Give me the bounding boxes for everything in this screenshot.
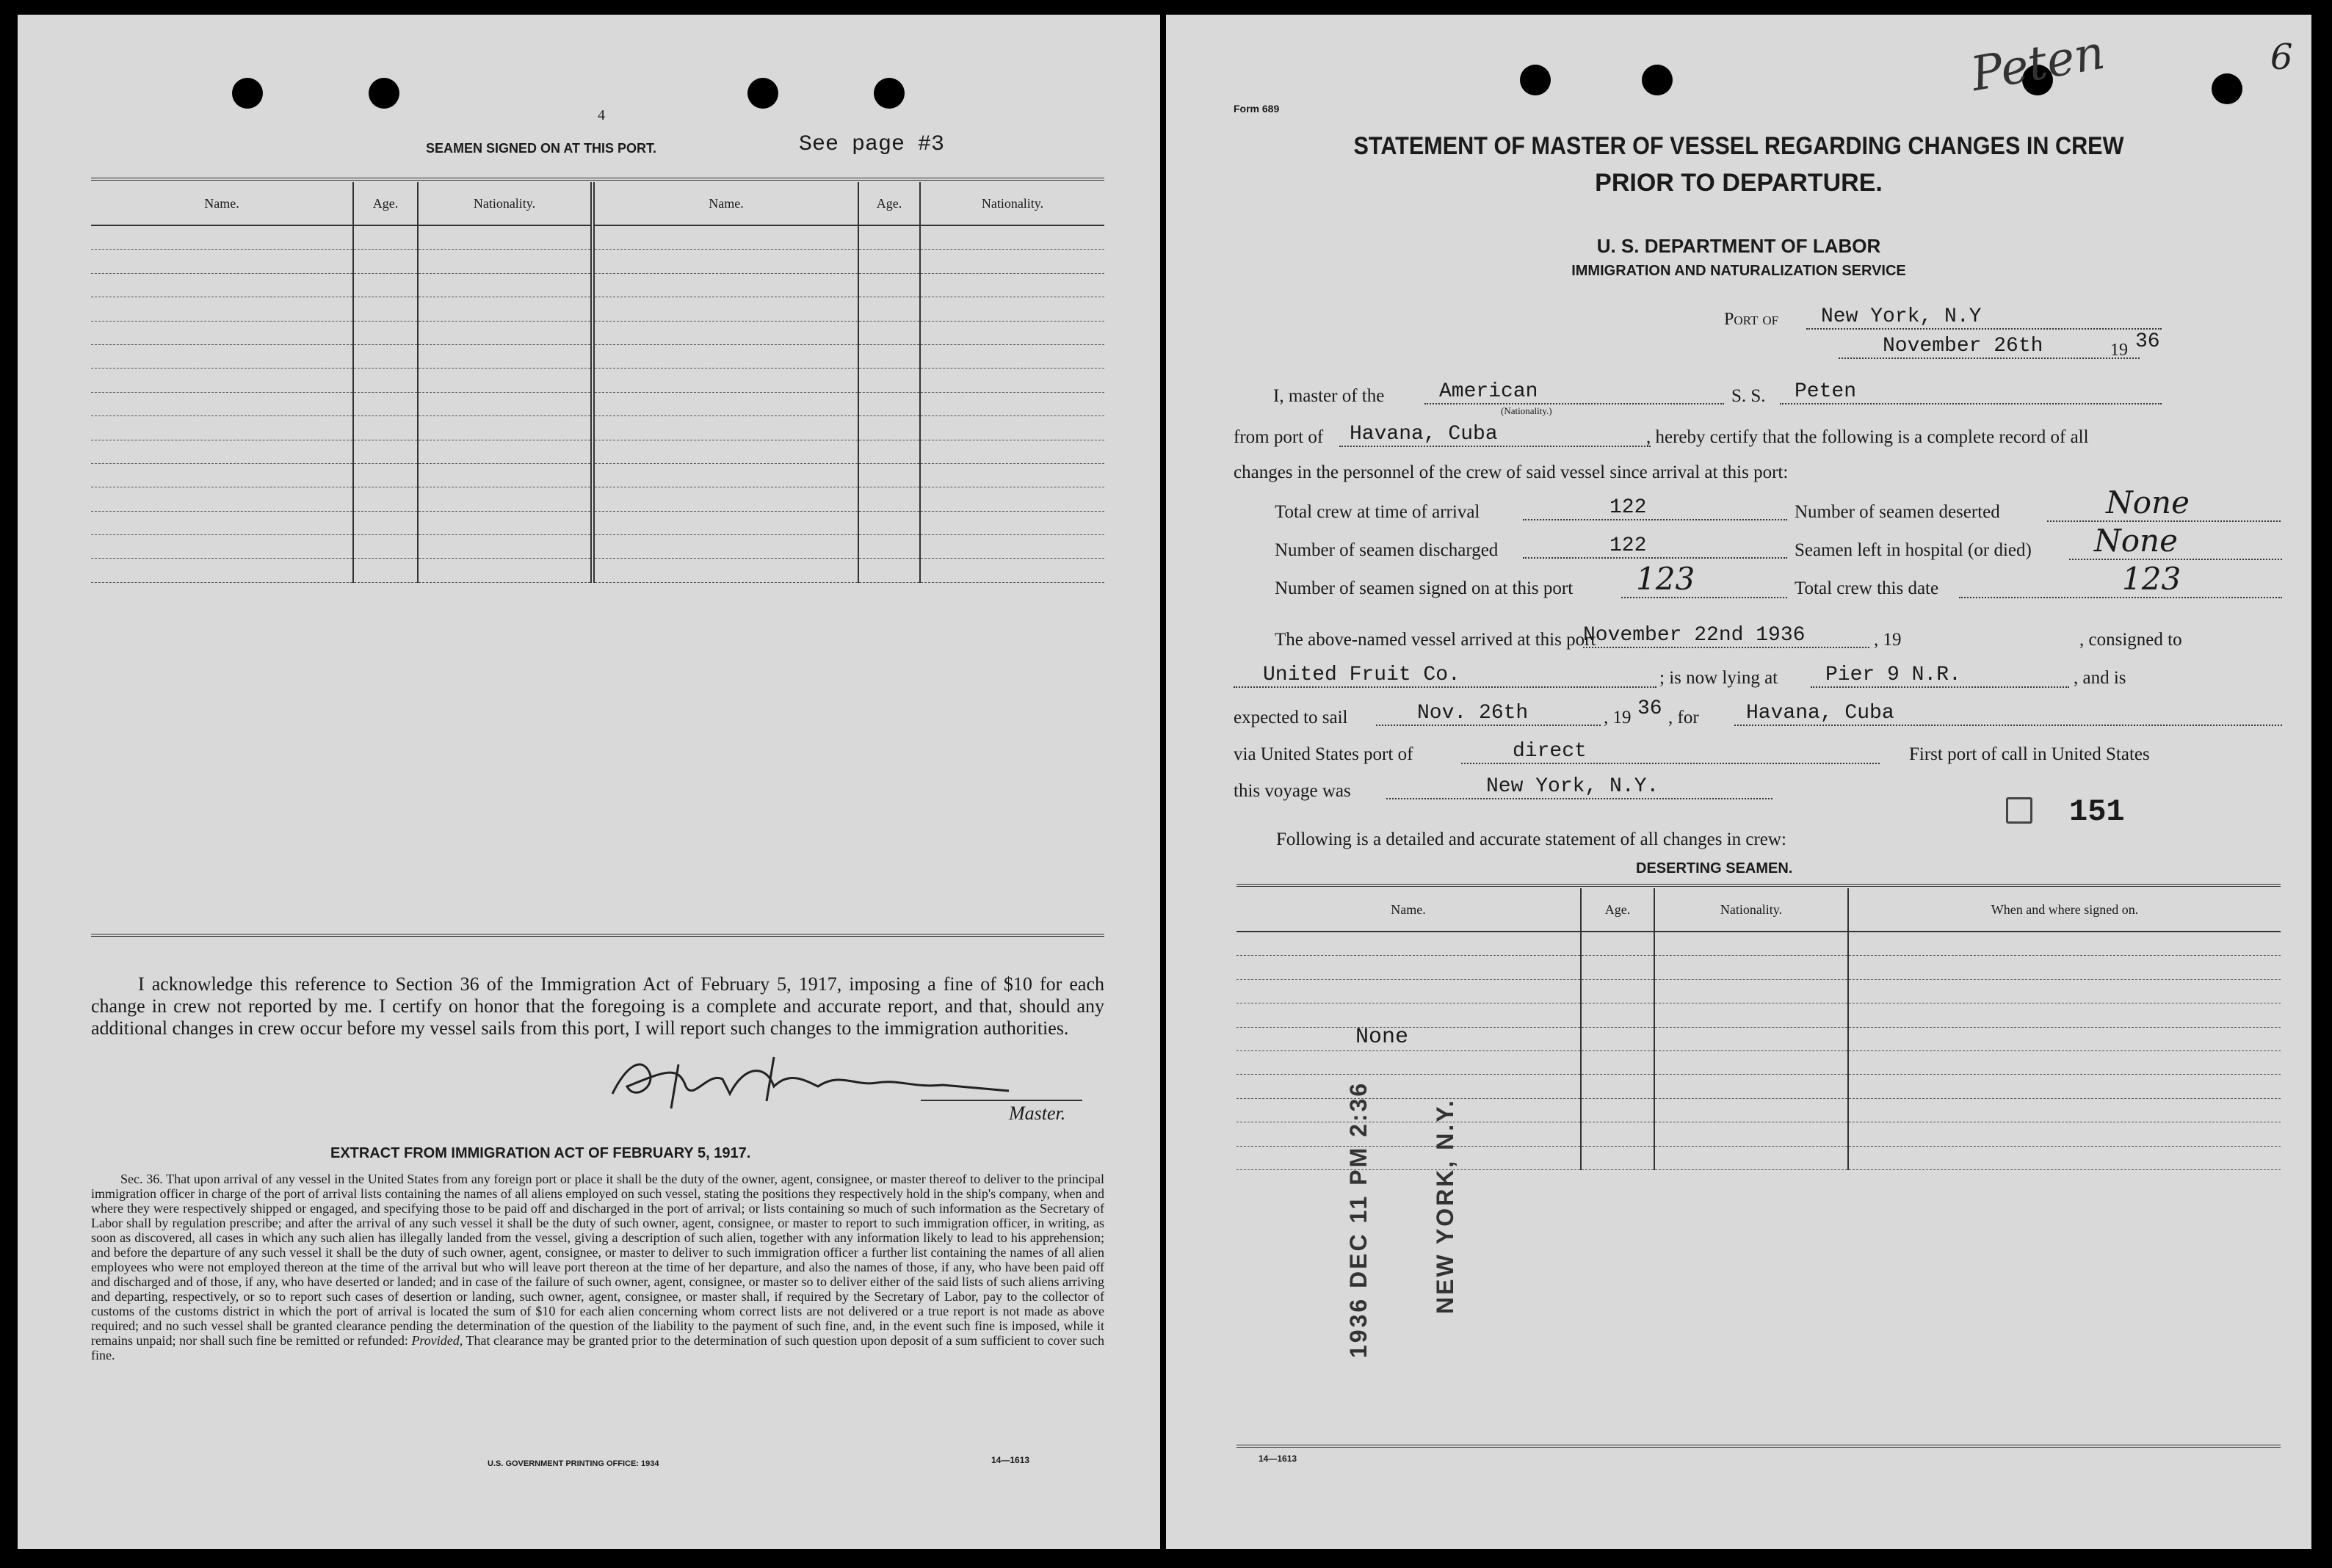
table-cell <box>353 463 418 487</box>
table-cell <box>858 344 920 368</box>
following-text: Following is a detailed and accurate statement of all changes in crew: <box>1276 830 1786 849</box>
table-cell <box>593 463 858 487</box>
table-cell <box>418 321 593 344</box>
col-age: Age. <box>353 182 418 225</box>
form-code: 14—1613 <box>1259 1453 1297 1464</box>
form-title-line1: STATEMENT OF MASTER OF VESSEL REGARDING CHANGES IN CREW <box>1353 132 2124 160</box>
acknowledgement-text: I acknowledge this reference to Section 36 of the Immigration Act of February 5, 1917, imposing a fine of $10 for each change in crew not reported by me. I certify on honor that the foregoing is a complete and accurate report, and that, should any additional changes in crew occur before my vessel sails from this port, I will report such changes to the immigration authorities. <box>91 973 1104 1039</box>
table-cell <box>353 297 418 321</box>
voyage-value: New York, N.Y. <box>1386 775 1772 799</box>
table-cell <box>1654 1027 1848 1050</box>
service: IMMIGRATION AND NATURALIZATION SERVICE <box>1571 263 1906 279</box>
table-cell <box>593 369 858 392</box>
table-cell <box>1848 1075 2281 1098</box>
table-cell <box>593 273 858 297</box>
table-cell <box>418 559 593 582</box>
total-crew-date-value: 123 <box>1959 561 2282 598</box>
table-cell <box>1581 1003 1654 1027</box>
col-age: Age. <box>1581 888 1654 932</box>
page-number: 4 <box>598 107 605 123</box>
table-cell <box>593 250 858 273</box>
table-cell <box>858 369 920 392</box>
table-cell <box>1236 1027 1581 1050</box>
table-cell <box>1654 1050 1848 1074</box>
table-cell <box>1654 1146 1848 1169</box>
table-cell <box>91 369 353 392</box>
table-cell <box>920 463 1104 487</box>
table-cell <box>1236 932 1581 956</box>
table-cell <box>353 440 418 463</box>
table-row <box>1236 932 2281 956</box>
table-cell <box>418 511 593 534</box>
table-cell <box>858 440 920 463</box>
form-title-line2: PRIOR TO DEPARTURE. <box>1595 169 1883 197</box>
table-cell <box>353 344 418 368</box>
table-cell <box>920 273 1104 297</box>
table-cell <box>91 511 353 534</box>
date-prefix: 19 <box>2110 341 2128 360</box>
master-prefix: I, master of the <box>1273 386 1385 406</box>
file-number: 151 <box>2069 794 2125 830</box>
table-cell <box>920 559 1104 582</box>
ss-label: S. S. <box>1731 386 1766 406</box>
punch-hole <box>2212 73 2242 104</box>
table-row <box>91 535 1104 559</box>
table-cell <box>1581 932 1654 956</box>
form-code: 14—1613 <box>991 1455 1030 1465</box>
table-cell <box>858 321 920 344</box>
col-nationality: Nationality. <box>418 182 593 225</box>
table-cell <box>353 225 418 250</box>
table-cell <box>858 535 920 559</box>
certify-text2: changes in the personnel of the crew of said vessel since arrival at this port: <box>1234 462 1789 482</box>
received-stamp-date: 1936 DEC 11 PM 2:36 <box>1345 1081 1372 1358</box>
from-port-label: from port of <box>1234 427 1324 447</box>
table-bottom-rule <box>1236 1445 2281 1448</box>
printer-imprint: U.S. GOVERNMENT PRINTING OFFICE: 1934 <box>488 1459 659 1468</box>
table-cell <box>418 392 593 415</box>
nationality-caption: (Nationality.) <box>1501 405 1552 416</box>
table-cell <box>858 487 920 511</box>
table-cell <box>1848 956 2281 979</box>
extract-body: That upon arrival of any vessel in the United States from any foreign port or place it shall be the duty of the owner, agent, consignee, or master thereof to deliver to the principal immigration officer in charge of the port of arrival lists containing the names of all aliens employed on such vessel, stating the positions they respectively hold in the ship's company, when and where they were respectively shipped or engaged, and specifying those to be paid off and discharged in the port of arrival; or lists containing so much of such information as the Secretary of Labor shall by regulation prescribe; and after the arrival of any such vessel it shall be the duty of such owner, agent, consignee, or master to report to such immigration officer, in writing, as soon as discovered, all cases in which any such alien has illegally landed from the vessel, giving a description of such alien, together with any information likely to lead to his apprehension; and before the departure of any such vessel it shall be the duty of such owner, agent, consignee, or master to deliver to such immigration officer a further list containing the names of all alien employees who were not employed thereon at the time of the arrival but who will leave port thereon at the time of her departure, and also the names of those, if any, who have been paid off and discharged and of those, if any, who have deserted or landed; and in case of the failure of such owner, agent, consignee, or master so to deliver either of the said lists of such aliens arriving and departing, respectively, or so to report such cases of desertion or landing, such owner, agent, consignee, or master shall, if required by the Secretary of Labor, pay to the collector of customs of the customs district in which the port of arrival is located the sum of $10 for each alien concerning whom correct lists are not delivered or a true report is not made as above required; and no such vessel shall be granted clearance pending the determination of the question of the liability to the payment of such fine, and, in the event such fine is imposed, while it remains unpaid; nor shall such fine be remitted or refunded: <box>91 1172 1104 1348</box>
table-cell <box>418 416 593 440</box>
consigned-label: , consigned to <box>2079 630 2182 650</box>
table-cell <box>593 321 858 344</box>
consignee-value: United Fruit Co. <box>1234 664 1656 688</box>
col-age: Age. <box>858 182 920 225</box>
punch-hole <box>1642 65 1673 95</box>
extract-text <box>91 1172 1104 1362</box>
table-cell <box>1581 1146 1654 1169</box>
table-cell <box>858 392 920 415</box>
table-cell <box>593 392 858 415</box>
table-cell <box>418 463 593 487</box>
table-cell <box>91 440 353 463</box>
first-port-label: First port of call in United States <box>1909 744 2150 764</box>
table-cell <box>593 487 858 511</box>
signature-caption: Master. <box>1009 1103 1066 1124</box>
col-nationality: Nationality. <box>920 182 1104 225</box>
table-cell <box>353 535 418 559</box>
voyage-label: this voyage was <box>1234 781 1351 801</box>
hospital-value: None <box>2069 523 2282 560</box>
punch-hole <box>1520 65 1551 95</box>
table-cell <box>1581 1050 1654 1074</box>
right-page <box>1166 15 2311 1549</box>
table-cell <box>1236 1098 1581 1122</box>
table-cell <box>593 225 858 250</box>
table-row <box>91 487 1104 511</box>
table-row <box>1236 1146 2281 1169</box>
table-cell <box>593 559 858 582</box>
lying-label: ; is now lying at <box>1659 668 1778 688</box>
table-cell <box>353 416 418 440</box>
table-cell <box>418 225 593 250</box>
table-cell <box>91 416 353 440</box>
deserted-label: Number of seamen deserted <box>1795 502 2000 522</box>
port-label: Port of <box>1724 310 1779 329</box>
page-mark: 6 <box>2270 37 2293 78</box>
expected-label: expected to sail <box>1234 708 1348 727</box>
punch-hole <box>369 78 399 109</box>
table-cell <box>920 297 1104 321</box>
table-cell <box>418 369 593 392</box>
discharged-label: Number of seamen discharged <box>1275 540 1499 560</box>
table-cell <box>1654 1098 1848 1122</box>
table-cell <box>418 273 593 297</box>
table-cell <box>1848 1098 2281 1122</box>
deserted-value: None <box>2047 484 2281 522</box>
date-year: 36 <box>2135 330 2160 353</box>
table-cell <box>920 440 1104 463</box>
table-cell <box>920 416 1104 440</box>
table-cell <box>353 273 418 297</box>
table-row <box>1236 1075 2281 1098</box>
section-heading: SEAMEN SIGNED ON AT THIS PORT. <box>426 141 657 156</box>
table-row <box>91 225 1104 250</box>
table-cell <box>1654 956 1848 979</box>
table-cell <box>91 535 353 559</box>
table-row <box>91 344 1104 368</box>
table-top-rule <box>91 178 1104 181</box>
table-cell <box>593 535 858 559</box>
table-cell <box>418 440 593 463</box>
arrived-value: November 22nd 1936 <box>1583 624 1869 648</box>
col-name: Name. <box>593 182 858 225</box>
table-cell <box>858 559 920 582</box>
table-cell <box>1581 1075 1654 1098</box>
ss-value: Peten <box>1780 380 2162 404</box>
table-cell <box>1236 1146 1581 1169</box>
table-cell <box>920 487 1104 511</box>
table-cell <box>1581 1027 1654 1050</box>
table-cell <box>1654 979 1848 1003</box>
table-cell <box>1848 1027 2281 1050</box>
table-cell <box>353 487 418 511</box>
table-cell <box>593 344 858 368</box>
table-cell <box>858 273 920 297</box>
table-cell <box>1581 1098 1654 1122</box>
extract-lead: Sec. 36. <box>120 1172 163 1186</box>
table-cell <box>1848 1003 2281 1027</box>
table-row <box>91 463 1104 487</box>
punch-hole <box>747 78 778 109</box>
table-cell <box>858 297 920 321</box>
deserting-heading: DESERTING SEAMEN. <box>1636 860 1793 876</box>
expected-year-prefix: , 19 <box>1604 708 1632 727</box>
table-cell <box>418 487 593 511</box>
table-cell <box>1654 1075 1848 1098</box>
table-cell <box>1848 1122 2281 1146</box>
table-cell <box>418 250 593 273</box>
table-cell <box>91 559 353 582</box>
heading-note: See page #3 <box>799 132 945 157</box>
table-cell <box>353 559 418 582</box>
table-row <box>91 250 1104 273</box>
and-is: , and is <box>2074 668 2126 688</box>
col-name: Name. <box>91 182 353 225</box>
table-row <box>1236 956 2281 979</box>
expected-value: Nov. 26th <box>1376 702 1601 726</box>
table-cell <box>1848 932 2281 956</box>
table-cell <box>593 416 858 440</box>
table-cell <box>91 392 353 415</box>
extract-proviso-word: Provided, <box>411 1333 463 1348</box>
table-cell <box>91 225 353 250</box>
arrived-year-prefix: , 19 <box>1874 630 1902 650</box>
certify-text: , hereby certify that the following is a complete record of all <box>1646 427 2089 447</box>
handwritten-vessel-name: Peten <box>1966 25 2109 103</box>
extract-title: EXTRACT FROM IMMIGRATION ACT OF FEBRUARY 5, 1917. <box>330 1145 751 1161</box>
table-bottom-rule <box>91 934 1104 937</box>
table-cell <box>418 297 593 321</box>
for-label: , for <box>1668 708 1699 727</box>
table-row <box>91 511 1104 534</box>
table-cell <box>858 416 920 440</box>
table-row <box>1236 979 2281 1003</box>
table-cell <box>1848 979 2281 1003</box>
deserting-entry: None <box>1355 1025 1409 1050</box>
signature-line <box>921 1100 1082 1101</box>
punch-hole <box>232 78 263 109</box>
col-name: Name. <box>1236 888 1581 932</box>
arrived-label: The above-named vessel arrived at this port <box>1275 630 1596 650</box>
table-cell <box>858 511 920 534</box>
table-row <box>91 416 1104 440</box>
from-port-value: Havana, Cuba <box>1339 423 1651 447</box>
signed-on-value: 123 <box>1621 561 1787 598</box>
table-cell <box>920 250 1104 273</box>
date-value: November 26th <box>1839 335 2140 359</box>
table-cell <box>920 511 1104 534</box>
table-cell <box>353 321 418 344</box>
table-cell <box>858 463 920 487</box>
table-row <box>91 392 1104 415</box>
table-cell <box>1236 1050 1581 1074</box>
col-nationality: Nationality. <box>1654 888 1848 932</box>
table-cell <box>593 511 858 534</box>
table-cell <box>1654 1003 1848 1027</box>
table-row <box>91 369 1104 392</box>
table-row <box>1236 1122 2281 1146</box>
table-cell <box>920 344 1104 368</box>
table-cell <box>91 487 353 511</box>
table-row <box>91 559 1104 582</box>
total-crew-arrival-value: 122 <box>1523 496 1787 520</box>
expected-year: 36 <box>1637 697 1662 720</box>
total-crew-arrival-label: Total crew at time of arrival <box>1275 502 1480 522</box>
table-cell <box>353 511 418 534</box>
table-cell <box>1236 956 1581 979</box>
received-stamp-place: NEW YORK, N.Y. <box>1432 1098 1458 1314</box>
hospital-label: Seamen left in hospital (or died) <box>1795 540 2032 560</box>
table-cell <box>1236 979 1581 1003</box>
table-cell <box>920 392 1104 415</box>
lying-value: Pier 9 N.R. <box>1811 664 2069 688</box>
table-cell <box>593 297 858 321</box>
table-cell <box>1654 1122 1848 1146</box>
table-cell <box>353 369 418 392</box>
table-cell <box>593 440 858 463</box>
table-cell <box>1581 979 1654 1003</box>
table-cell <box>91 273 353 297</box>
table-row <box>1236 1003 2281 1027</box>
via-value: direct <box>1461 740 1880 764</box>
table-row <box>1236 1098 2281 1122</box>
signed-on-label: Number of seamen signed on at this port <box>1275 578 1574 598</box>
table-cell <box>1654 932 1848 956</box>
table-cell <box>1581 1122 1654 1146</box>
discharged-value: 122 <box>1523 534 1787 559</box>
table-cell <box>353 392 418 415</box>
nationality-value: American <box>1424 380 1724 404</box>
table-cell <box>1848 1050 2281 1074</box>
table-cell <box>91 321 353 344</box>
number-stamp-mark <box>2006 797 2032 824</box>
table-cell <box>920 225 1104 250</box>
col-when-where-signed: When and where signed on. <box>1848 888 2281 932</box>
department: U. S. DEPARTMENT OF LABOR <box>1596 235 1881 257</box>
table-cell <box>1581 956 1654 979</box>
table-cell <box>858 250 920 273</box>
punch-hole <box>874 78 905 109</box>
for-value: Havana, Cuba <box>1734 702 2282 726</box>
table-cell <box>1236 1075 1581 1098</box>
table-cell <box>418 535 593 559</box>
table-cell <box>353 250 418 273</box>
left-page <box>18 15 1160 1549</box>
table-cell <box>418 344 593 368</box>
table-cell <box>1236 1122 1581 1146</box>
table-cell <box>91 297 353 321</box>
table-top-rule <box>1236 884 2281 887</box>
table-cell <box>920 321 1104 344</box>
table-row <box>91 273 1104 297</box>
table-cell <box>1848 1146 2281 1169</box>
seamen-signed-on-table <box>91 182 1104 583</box>
table-cell <box>920 369 1104 392</box>
form-number: Form 689 <box>1234 103 1280 115</box>
table-row <box>91 440 1104 463</box>
table-cell <box>858 225 920 250</box>
table-cell <box>91 463 353 487</box>
table-cell <box>91 250 353 273</box>
table-cell <box>920 535 1104 559</box>
table-cell <box>91 344 353 368</box>
via-label: via United States port of <box>1234 744 1413 764</box>
table-cell <box>1236 1003 1581 1027</box>
master-signature <box>598 1042 1024 1123</box>
table-row <box>91 321 1104 344</box>
extract-proviso: That clearance may be granted prior to the determination of such question upon deposit of a sum sufficient to cover such fine. <box>91 1333 1104 1362</box>
table-row <box>1236 1050 2281 1074</box>
total-crew-date-label: Total crew this date <box>1795 578 1939 598</box>
port-value: New York, N.Y <box>1806 305 2162 330</box>
table-row <box>91 297 1104 321</box>
